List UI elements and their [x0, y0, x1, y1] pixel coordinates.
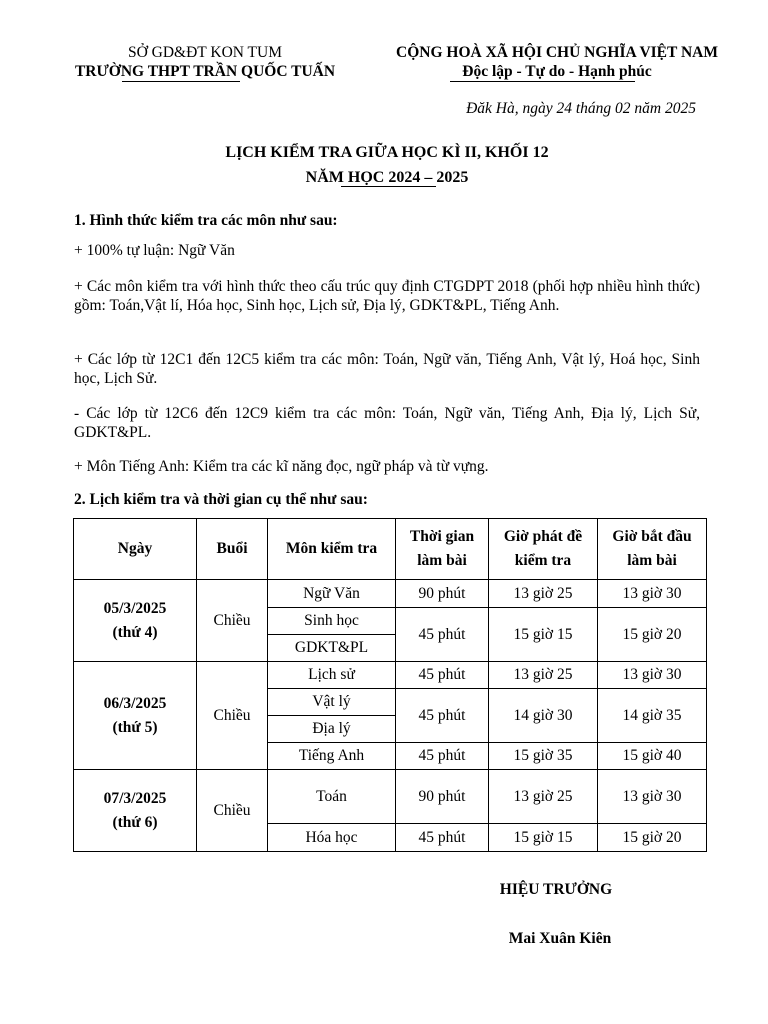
session-cell: Chiều	[197, 580, 268, 662]
paragraph-english: + Môn Tiếng Anh: Kiểm tra các kĩ năng đọc, ngữ pháp và từ vựng.	[74, 458, 489, 475]
title-line-2: NĂM HỌC 2024 – 2025	[305, 169, 469, 186]
start-cell: 15 giờ 20	[598, 824, 707, 852]
date-line: Đăk Hà, ngày 24 tháng 02 năm 2025	[466, 100, 696, 117]
signature-role: HIỆU TRƯỞNG	[499, 881, 613, 898]
header-subject: Môn kiểm tra	[268, 519, 396, 580]
table-row	[74, 580, 707, 608]
session-cell: Chiều	[197, 662, 268, 770]
title-line-1: LỊCH KIỂM TRA GIỮA HỌC KÌ II, KHỐI 12	[225, 144, 549, 161]
handout-cell: 15 giờ 15	[489, 608, 598, 662]
school-name: TRƯỜNG THPT TRẦN QUỐC TUẤN	[74, 63, 336, 80]
subject-cell: Tiếng Anh	[268, 743, 396, 770]
start-cell: 13 giờ 30	[598, 662, 707, 689]
exam-schedule-table	[73, 518, 707, 852]
document-title	[74, 140, 700, 190]
title-underline	[341, 186, 436, 187]
header-duration: Thời gian làm bài	[396, 519, 489, 580]
duration-cell: 45 phút	[396, 662, 489, 689]
table-row	[74, 770, 707, 824]
paragraph-classes-c6-c9: - Các lớp từ 12C6 đến 12C9 kiểm tra các môn: Toán, Ngữ văn, Tiếng Anh, Địa lý, Lịch Sử, GDKT&PL.	[74, 405, 700, 441]
start-cell: 13 giờ 30	[598, 770, 707, 824]
duration-cell: 45 phút	[396, 608, 489, 662]
paragraph-essay: + 100% tự luận: Ngữ Văn	[74, 242, 235, 259]
start-cell: 14 giờ 35	[598, 689, 707, 743]
duration-cell: 45 phút	[396, 689, 489, 743]
duration-cell: 45 phút	[396, 824, 489, 852]
subject-cell: Sinh học	[268, 608, 396, 635]
national-motto: Độc lập - Tự do - Hạnh phúc	[462, 63, 652, 80]
subject-cell: Vật lý	[268, 689, 396, 716]
signature-name: Mai Xuân Kiên	[508, 930, 612, 947]
day-cell: 07/3/2025 (thứ 6)	[74, 770, 197, 852]
day-cell: 06/3/2025 (thứ 5)	[74, 662, 197, 770]
header-right	[372, 43, 742, 81]
country-name: CỘNG HOÀ XÃ HỘI CHỦ NGHĨA VIỆT NAM	[396, 44, 718, 61]
header-left	[60, 43, 350, 81]
handout-cell: 15 giờ 15	[489, 824, 598, 852]
header-session: Buổi	[197, 519, 268, 580]
header-handout-time: Giờ phát đề kiểm tra	[489, 519, 598, 580]
school-name-underline	[122, 81, 240, 82]
duration-cell: 90 phút	[396, 580, 489, 608]
handout-cell: 14 giờ 30	[489, 689, 598, 743]
subject-cell: Toán	[268, 770, 396, 824]
day-cell: 05/3/2025 (thứ 4)	[74, 580, 197, 662]
duration-cell: 45 phút	[396, 743, 489, 770]
paragraph-format: + Các môn kiểm tra với hình thức theo cấu trúc quy định CTGDPT 2018 (phối hợp nhiều hình thức) gồm: Toán,Vật lí, Hóa học, Sinh học, Lịch sử, Địa lý, GDKT&PL, Tiếng Anh.	[74, 278, 700, 314]
subject-cell: Ngữ Văn	[268, 580, 396, 608]
table-row	[74, 662, 707, 689]
handout-cell: 15 giờ 35	[489, 743, 598, 770]
subject-cell: Hóa học	[268, 824, 396, 852]
start-cell: 15 giờ 40	[598, 743, 707, 770]
subject-cell: Địa lý	[268, 716, 396, 743]
start-cell: 13 giờ 30	[598, 580, 707, 608]
subject-cell: GDKT&PL	[268, 635, 396, 662]
motto-underline	[450, 81, 635, 82]
subject-cell: Lịch sử	[268, 662, 396, 689]
handout-cell: 13 giờ 25	[489, 580, 598, 608]
handout-cell: 13 giờ 25	[489, 770, 598, 824]
table-header-row	[74, 519, 707, 580]
duration-cell: 90 phút	[396, 770, 489, 824]
section-1-heading: 1. Hình thức kiểm tra các môn như sau:	[74, 212, 338, 229]
header-start-time: Giờ bắt đầu làm bài	[598, 519, 707, 580]
handout-cell: 13 giờ 25	[489, 662, 598, 689]
section-2-heading: 2. Lịch kiểm tra và thời gian cụ thể như sau:	[74, 491, 368, 508]
start-cell: 15 giờ 20	[598, 608, 707, 662]
header-day: Ngày	[74, 519, 197, 580]
paragraph-classes-c1-c5: + Các lớp từ 12C1 đến 12C5 kiểm tra các môn: Toán, Ngữ văn, Tiếng Anh, Vật lý, Hoá học, Sinh học, Lịch Sử.	[74, 351, 700, 387]
session-cell: Chiều	[197, 770, 268, 852]
department-name: SỞ GD&ĐT KON TUM	[127, 44, 282, 61]
